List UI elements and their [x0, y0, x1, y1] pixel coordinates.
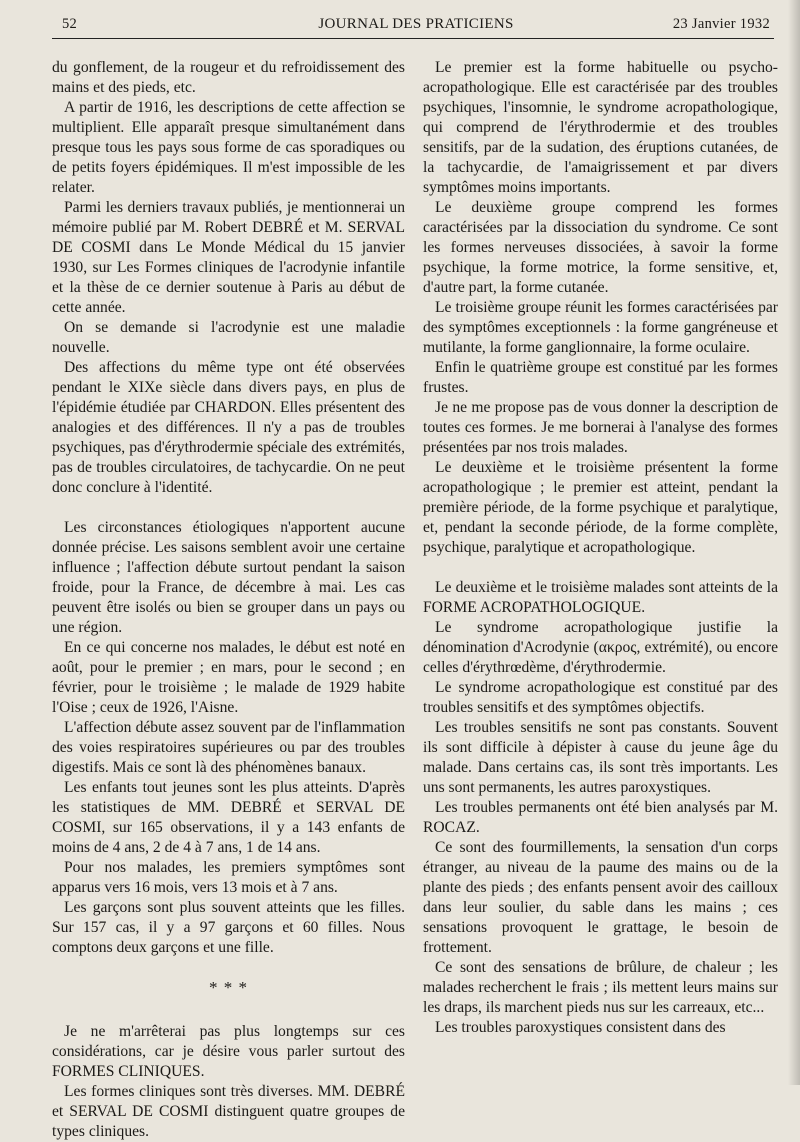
paragraph: Des affections du même type ont été observées pendant le XIXe siècle dans divers pays, en plus de l'épidémie étudiée par CHARDON. Elles présentent des analogies et des différences. Il n'y a pas de troubles psychiques, pas d'érythrodermie spéciale des extrémités, pas de troubles circulatoires, de tachycardie. On ne peut donc conclure à l'identité.	[52, 359, 405, 496]
paragraph: Je ne me propose pas de vous donner la description de toutes ces formes. Je me bornerai à l'analyse des formes présentées par nos trois malades.	[423, 399, 778, 456]
paragraph: Les circonstances étiologiques n'apportent aucune donnée précise. Les saisons semblent avoir une certaine influence ; l'affection débute surtout pendant la saison froide, pour la France, de décembre à mai. Les cas peuvent être isolés ou bien se grouper dans un pays ou une région.	[52, 519, 405, 636]
paragraph: Je ne m'arrêterai pas plus longtemps sur ces considérations, car je désire vous parler surtout des FORMES CLINIQUES.	[52, 1023, 405, 1080]
paragraph: Le deuxième groupe comprend les formes caractérisées par la dissociation du syndrome. Ce sont les formes nerveuses dissociées, à savoir la forme psychique, la forme motrice, la forme sensitive, et, d'autre part, la forme cutanée.	[423, 199, 778, 296]
paragraph: Le deuxième et le troisième présentent la forme acropathologique ; le premier est atteint, pendant la première période, de la forme psychique et paralytique, et, pendant la seconde période, de la forme complète, psychique, paralytique et acropathologique.	[423, 459, 778, 556]
paragraph: Le troisième groupe réunit les formes caractérisées par des symptômes exceptionnels : la forme gangréneuse et mutilante, la forme ganglionnaire, la forme oculaire.	[423, 299, 778, 356]
paragraph: Les troubles paroxystiques consistent dans des	[435, 1019, 726, 1036]
paragraph: Le premier est la forme habituelle ou psycho-acropathologique. Elle est caractérisée par des troubles psychiques, l'insomnie, le syndrome acropathologique, qui comprend de l'érythrodermie et des troubles sensitifs, par de la sudation, des éruptions cutanées, de la tachycardie, de l'amaigrissement et par divers symptômes moins importants.	[423, 59, 778, 196]
paragraph: Enfin le quatrième groupe est constitué par les formes frustes.	[423, 359, 778, 396]
right-column	[423, 58, 778, 1038]
issue-date: 23 Janvier 1932	[672, 16, 770, 32]
paragraph: Pour nos malades, les premiers symptômes sont apparus vers 16 mois, vers 13 mois et à 7 ans.	[52, 859, 405, 896]
paragraph: Le deuxième et le troisième malades sont atteints de la FORME ACROPATHOLOGIQUE.	[423, 579, 778, 616]
paragraph: A partir de 1916, les descriptions de cette affection se multiplient. Elle apparaît presque simultanément dans presque tous les pays sous forme de cas sporadiques ou de petits foyers épidémiques. Il m'est impossible de les relater.	[52, 99, 405, 196]
running-header	[62, 16, 770, 36]
paragraph: Parmi les derniers travaux publiés, je mentionnerai un mémoire publié par M. Robert DEBRÉ et M. SERVAL DE COSMI dans Le Monde Médical du 15 janvier 1930, sur Les Formes cliniques de l'acrodynie infantile et la thèse de ce dernier soutenue à Paris au début de cette année.	[52, 199, 405, 316]
paragraph: Les troubles sensitifs ne sont pas constants. Souvent ils sont difficile à dépister à cause du jeune âge du malade. Dans certains cas, ils sont très importants. Les uns sont permanents, les autres paroxystiques.	[423, 719, 778, 796]
paragraph: Les garçons sont plus souvent atteints que les filles. Sur 157 cas, il y a 97 garçons et 60 filles. Nous comptons deux garçons et une fille.	[52, 899, 405, 956]
paragraph: Les formes cliniques sont très diverses. MM. DEBRÉ et SERVAL DE COSMI distinguent quatre groupes de types cliniques.	[52, 1083, 405, 1140]
paragraph: Les troubles permanents ont été bien analysés par M. ROCAZ.	[423, 799, 778, 836]
paragraph: L'affection débute assez souvent par de l'inflammation des voies respiratoires supérieures ou par des troubles digestifs. Mais ce sont là des phénomènes banaux.	[52, 719, 405, 776]
paragraph: Le syndrome acropathologique est constitué par des troubles sensitifs et des symptômes objectifs.	[423, 679, 778, 716]
left-column	[52, 58, 405, 1142]
paragraph: du gonflement, de la rougeur et du refroidissement des mains et des pieds, etc.	[52, 59, 405, 96]
paragraph: Ce sont des sensations de brûlure, de chaleur ; les malades recherchent le frais ; ils mettent leurs mains sur les draps, ils marchent pieds nus sur les carreaux, etc...	[423, 959, 778, 1016]
page-edge-shadow	[788, 0, 800, 1085]
paragraph: Ce sont des fourmillements, la sensation d'un corps étranger, au niveau de la paume des mains ou de la plante des pieds ; des enfants pensent avoir des cailloux dans leur soulier, du sable dans les mains ; ces sensations provoquent le grattage, le besoin de frottement.	[423, 839, 778, 956]
section-separator-stars: * * *	[209, 978, 248, 997]
paragraph: En ce qui concerne nos malades, le début est noté en août, pour le premier ; en mars, pour le second ; en février, pour le troisième ; le malade de 1929 habite l'Oise ; ceux de 1926, l'Aisne.	[52, 639, 405, 716]
journal-title: JOURNAL DES PRATICIENS	[318, 16, 514, 32]
page-number: 52	[62, 16, 78, 32]
header-rule	[52, 38, 774, 39]
paragraph: Les enfants tout jeunes sont les plus atteints. D'après les statistiques de MM. DEBRÉ et SERVAL DE COSMI, sur 165 observations, il y a 143 enfants de moins de 4 ans, 2 de 4 à 7 ans, 1 de 14 ans.	[52, 779, 405, 856]
paragraph: Le syndrome acropathologique justifie la dénomination d'Acrodynie (ακρος, extrémité), ou encore celles d'érythrœdème, d'érythrodermie.	[423, 619, 778, 676]
paragraph: On se demande si l'acrodynie est une maladie nouvelle.	[52, 319, 405, 356]
